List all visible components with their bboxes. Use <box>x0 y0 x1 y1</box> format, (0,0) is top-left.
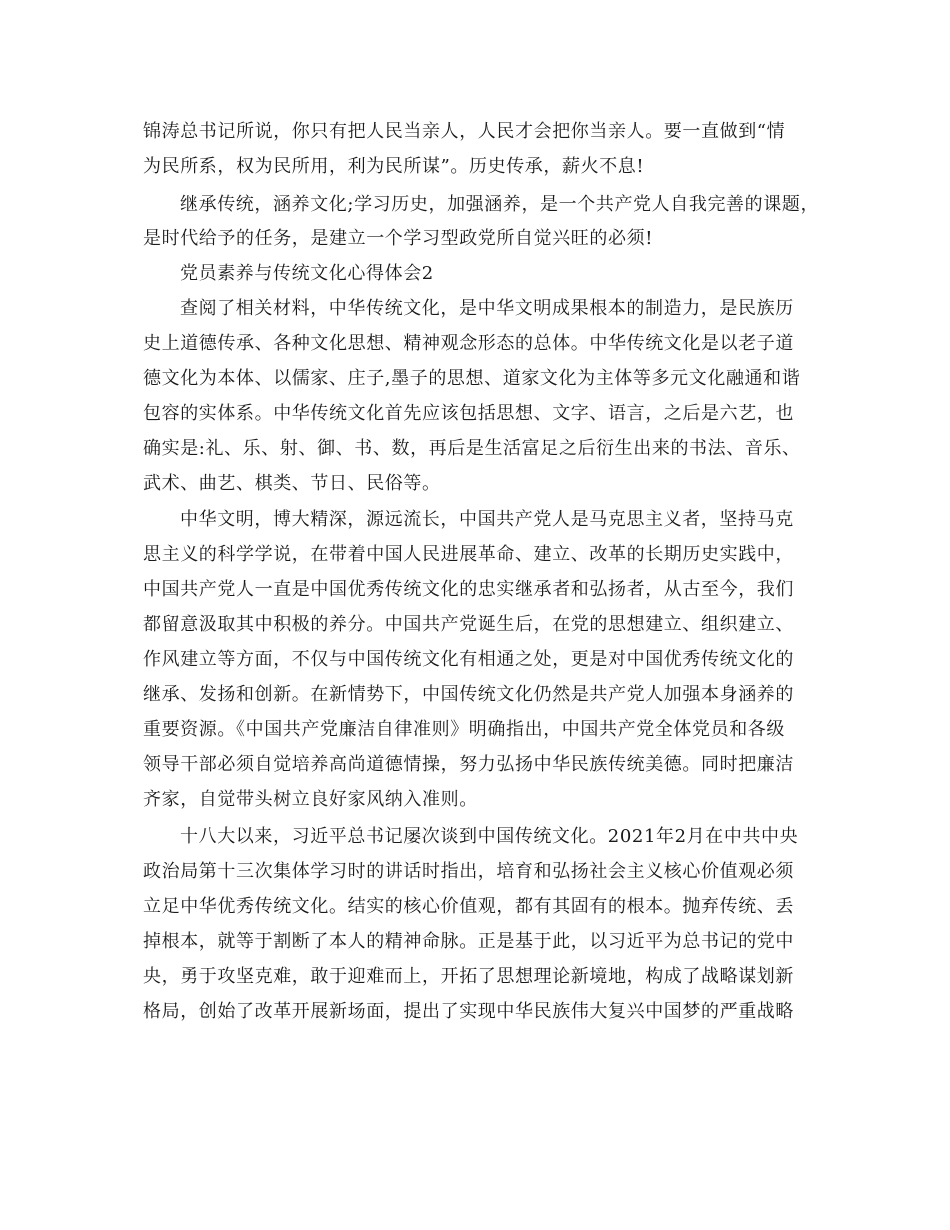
paragraph-start: 十八大以来，习近平总书记屡次谈到中国传统文化。2021年2月在中共中央 <box>180 826 799 847</box>
text-line: 武术、曲艺、棋类、节日、民俗等。 <box>143 473 441 494</box>
text-line: 确实是:礼、乐、射、御、书、数，再后是生活富足之后衍生出来的书法、音乐、 <box>143 438 801 459</box>
text-line: 史上道德传承、各种文化思想、精神观念形态的总体。中华传统文化是以老子道 <box>143 333 794 354</box>
section-heading: 党员素养与传统文化心得体会2 <box>180 263 434 284</box>
paragraph-start: 中华文明，博大精深，源远流长，中国共产党人是马克思主义者，坚持马克 <box>180 509 794 530</box>
text-line: 立足中华优秀传统文化。结实的核心价值观，都有其固有的根本。抛弃传统、丢 <box>143 896 794 917</box>
text-line: 掉根本，就等于割断了本人的精神命脉。正是基于此，以习近平为总书记的党中 <box>143 931 794 952</box>
paragraph-start: 查阅了相关材料，中华传统文化，是中华文明成果根本的制造力，是民族历 <box>180 298 794 319</box>
text-line: 继承、发扬和创新。在新情势下，中国传统文化仍然是共产党人加强本身涵养的 <box>143 684 794 705</box>
text-line: 齐家，自觉带头树立良好家风纳入准则。 <box>143 789 478 810</box>
text-line: 思主义的科学学说，在带着中国人民进展革命、建立、改革的长期历史实践中， <box>143 544 794 565</box>
text-line: 领导干部必须自觉培养高尚道德情操，努力弘扬中华民族传统美德。同时把廉洁 <box>143 754 794 775</box>
text-line: 重要资源。《中国共产党廉洁自律准则》明确指出，中国共产党全体党员和各级 <box>143 719 785 740</box>
text-line: 锦涛总书记所说，你只有把人民当亲人，人民才会把你当亲人。要一直做到“情 <box>143 121 786 142</box>
text-line: 格局，创始了改革开展新场面，提出了实现中华民族伟大复兴中国梦的严重战略 <box>143 1001 794 1022</box>
text-line: 都留意汲取其中积极的养分。中国共产党诞生后，在党的思想建立、组织建立、 <box>143 614 794 635</box>
text-line: 中国共产党人一直是中国优秀传统文化的忠实继承者和弘扬者，从古至今，我们 <box>143 579 794 600</box>
text-line: 央，勇于攻坚克难，敢于迎难而上，开拓了思想理论新境地，构成了战略谋划新 <box>143 966 794 987</box>
text-line: 为民所系，权为民所用，利为民所谋”。历史传承，薪火不息! <box>143 156 645 177</box>
paragraph-start: 继承传统，涵养文化;学习历史，加强涵养，是一个共产党人自我完善的课题， <box>180 194 820 215</box>
text-line: 作风建立等方面，不仅与中国传统文化有相通之处，更是对中国优秀传统文化的 <box>143 649 794 670</box>
text-line: 德文化为本体、以儒家、庄子,墨子的思想、道家文化为主体等多元文化融通和谐 <box>143 368 801 389</box>
text-line: 政治局第十三次集体学习时的讲话时指出，培育和弘扬社会主义核心价值观必须 <box>143 861 794 882</box>
text-line: 包容的实体系。中华传统文化首先应该包括思想、文字、语言，之后是六艺，也 <box>143 403 794 424</box>
text-line: 是时代给予的任务，是建立一个学习型政党所自觉兴旺的必须! <box>143 228 654 249</box>
